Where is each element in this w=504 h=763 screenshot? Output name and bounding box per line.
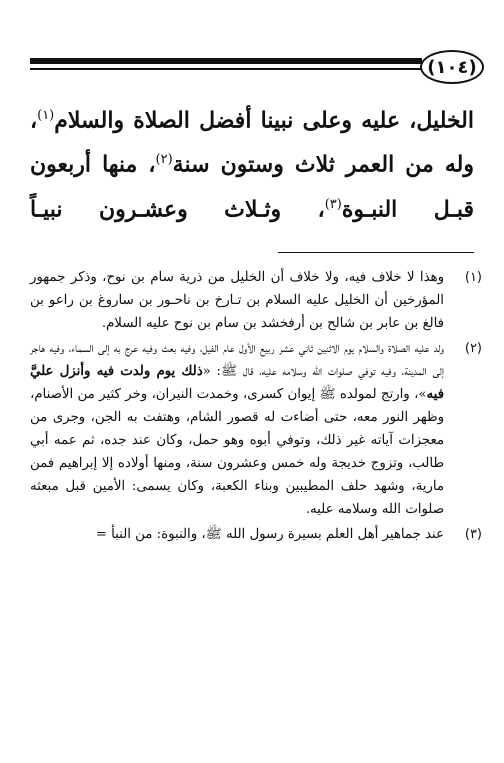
main-text-line: الخليل، عليه وعلى نبينا أفضل الصلاة والسلام$^{(١)}$، <box>30 107 474 134</box>
footnote-ref[interactable]: (١) <box>37 108 55 123</box>
main-text-line: وله من العمر ثلاث وستون سنة$^{(٢)}$، منها أربعون <box>30 151 475 178</box>
footnote-separator <box>278 252 474 253</box>
footnote-item <box>30 523 482 546</box>
hadith-quote: ذلك يوم ولدت فيه وأنزل عليَّ فيه <box>30 364 444 402</box>
footnote-ref[interactable]: (٣) <box>324 196 342 212</box>
main-text-line: قبـل النبـوة$^{(٣)}$، وثـلاث وعشـرون نبيـاً <box>30 195 474 222</box>
main-text <box>30 96 474 229</box>
footnote-text: وهذا لا خلاف فيه، ولا خلاف أن الخليل من ذرية سام بن نوح، وذكر جمهور المؤرخين أن الخليل عليه السلام بن تـارخ بن ناحـور بن ساروغ بن راعو بن فالغ بن عابر بن شالح بن أرفخشد بن سام بن نوح عليه السلام. <box>30 270 444 331</box>
footnote-item <box>30 266 482 335</box>
footnotes <box>30 266 482 548</box>
footnote-text: ولد عليه الصلاة والسلام يوم الاثنين ثاني عشر ربيع الأول عام الفيل، وفيه بعث وفيه عرج به إلى السماء، وفيه هاجر إلى المدينة، وفيه توفي صلوات الله وسلامه عليه، قال ﷺ: «ذلك يوم ولدت فيه وأنزل عليَّ فيه»، وارتج لمولده ﷺ إيوان كسرى، وخمدت النيران، وخر كثير من الأصنام، وظهر النور معه، حتى أضاءت له قصور الشام، وهتفت به الجن، وجرى من معجزات آياته غير ذلك، وتوفي أبوه وهو حمل، وكان عند جده، ثم عمه أبي طالب، وتزوج خديجة وله خمس وعشرون سنة، ومنها أولاده إلا إبراهيم فمن مارية، وشهد حلف المطيبين وبناء الكعبة، وكان يسمى: الأمين قبل مبعثه صلوات الله وسلامه عليه. <box>30 341 445 517</box>
header-rule-thick <box>30 58 422 64</box>
page-number: (١٠٤) <box>420 50 484 84</box>
footnote-ref[interactable]: (٢) <box>155 152 173 168</box>
footnote-number: (٣) <box>464 527 482 542</box>
footnote-number: (٢) <box>464 341 482 356</box>
header-rule-thin <box>30 68 422 70</box>
footnote-item <box>30 337 482 521</box>
footnote-text: عند جماهير أهل العلم بسيرة رسول الله ﷺ، والنبوة: من النبأ = <box>95 527 444 542</box>
footnote-number: (١) <box>464 270 482 285</box>
